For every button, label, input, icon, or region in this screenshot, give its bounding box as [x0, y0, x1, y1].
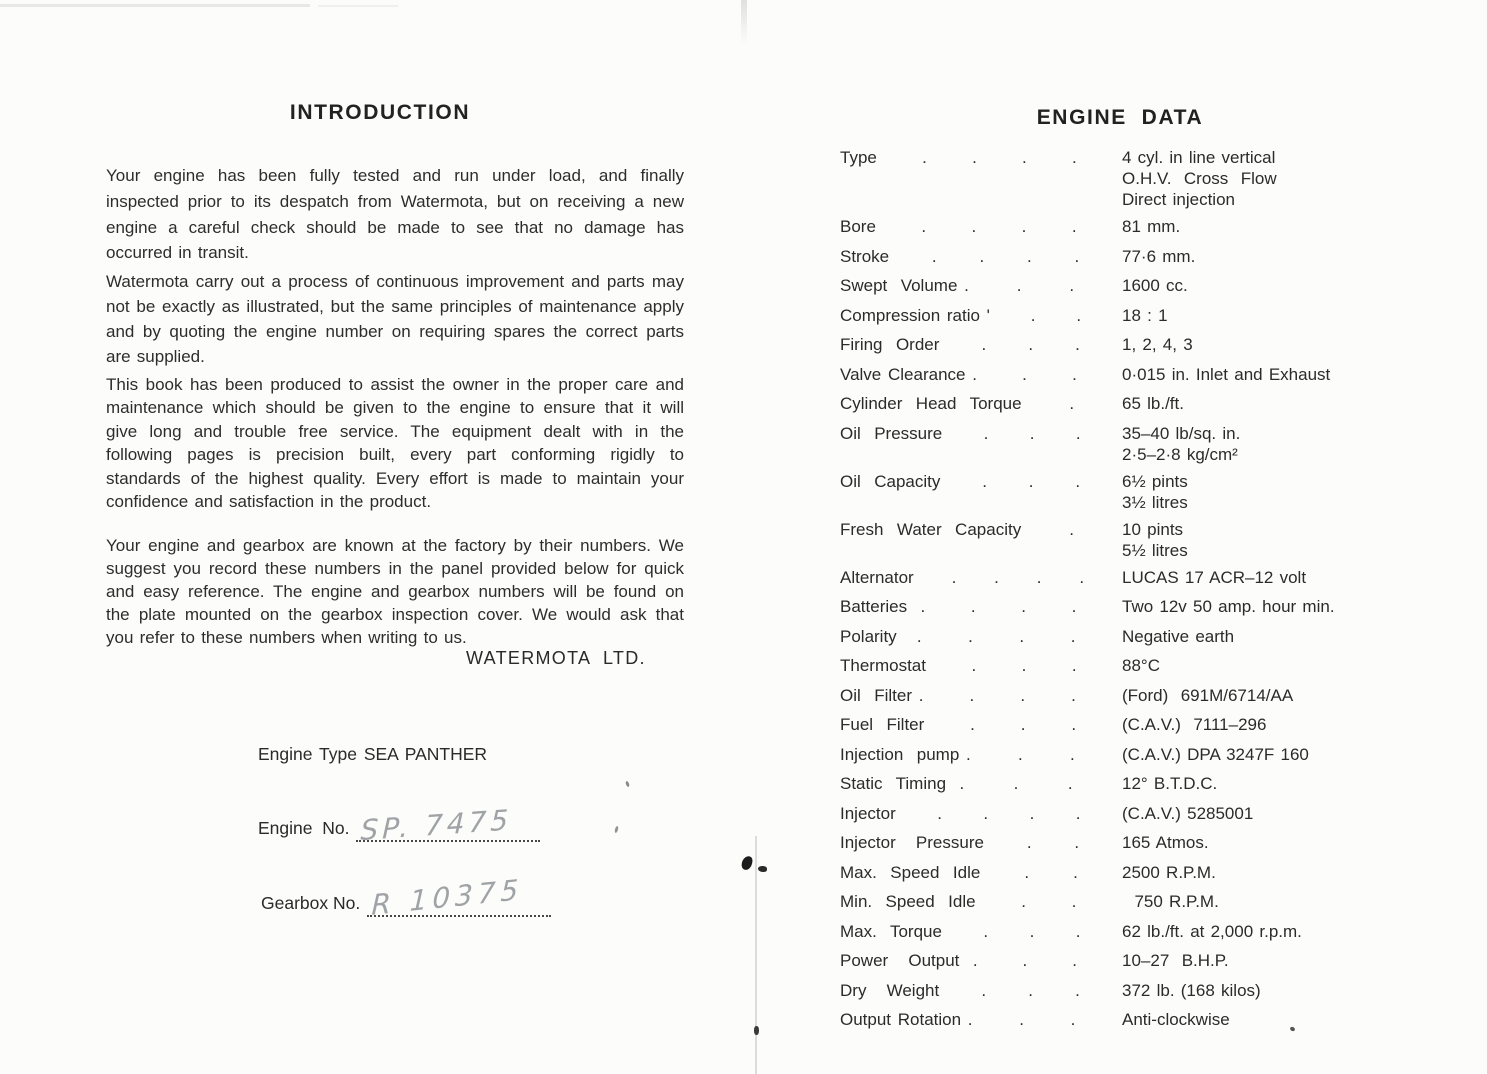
spec-row-left: [840, 519, 1122, 561]
spec-value: [1122, 950, 1432, 971]
leader-dot: .: [1018, 744, 1023, 764]
spec-label: Thermostat: [840, 656, 926, 675]
spec-label: Bore: [840, 217, 876, 236]
spec-value-line: (C.A.V.) 5285001: [1122, 803, 1254, 823]
spec-value-line: 750 R.P.M.: [1122, 892, 1219, 911]
leader-dot: .: [1029, 803, 1035, 823]
dot-leader: [889, 246, 1122, 267]
spec-label: Stroke: [840, 246, 890, 266]
leader-dot: .: [979, 246, 985, 266]
spec-row: [840, 832, 1432, 853]
spec-value-line: 18 : 1: [1122, 305, 1168, 325]
spec-value-line: 10 pints: [1122, 519, 1184, 539]
leader-dot: .: [922, 148, 927, 167]
spec-row-left: [840, 803, 1122, 824]
spec-value-line: Direct injection: [1122, 190, 1235, 209]
leader-dot: .: [1072, 951, 1077, 970]
leader-dot: .: [968, 626, 973, 646]
spec-value: [1122, 147, 1432, 210]
dot-leader: [925, 596, 1122, 617]
leader-dot: .: [981, 980, 987, 1000]
dot-leader: [940, 471, 1122, 513]
spec-value: [1122, 216, 1432, 237]
dot-leader: [977, 364, 1122, 385]
spec-row-left: [840, 862, 1122, 883]
spec-value: [1122, 334, 1432, 355]
spec-value-line: (C.A.V.) 7111–296: [1122, 715, 1267, 734]
spec-label: Oil Filter .: [840, 685, 924, 705]
spec-label: Injector: [840, 803, 896, 823]
company-signature: WATERMOTA LTD.: [466, 648, 646, 668]
leader-dot: .: [1070, 626, 1076, 646]
spec-value-line: 35–40 lb/sq. in.: [1122, 423, 1241, 443]
spec-value-line: 6½ pints: [1122, 471, 1188, 491]
leader-dot: .: [983, 803, 989, 823]
leader-dot: .: [1070, 1010, 1076, 1029]
dot-leader: [984, 832, 1122, 853]
spec-label: Power Output .: [840, 951, 978, 970]
leader-dot: .: [1019, 626, 1025, 646]
leader-dot: .: [1074, 833, 1080, 852]
spec-value-line: (C.A.V.) DPA 3247F 160: [1122, 744, 1309, 764]
dot-leader: [980, 862, 1122, 883]
spec-value: [1122, 305, 1432, 326]
leader-dot: .: [1020, 715, 1026, 734]
dot-leader: [876, 216, 1122, 237]
spec-row-left: [840, 423, 1122, 465]
spec-row-left: [840, 147, 1122, 210]
spec-value-line: 62 lb./ft. at 2,000 r.p.m.: [1122, 921, 1302, 941]
leader-dot: .: [1026, 246, 1032, 266]
leader-dot: .: [983, 921, 989, 941]
spec-value-line: 88°C: [1122, 656, 1160, 675]
engine-data-title: ENGINE DATA: [1036, 106, 1204, 129]
leader-dot: .: [1029, 921, 1035, 941]
leader-dot: .: [921, 217, 927, 236]
leader-dot: .: [982, 471, 987, 491]
spec-row: [840, 1009, 1432, 1030]
dot-leader: [942, 921, 1122, 942]
leader-dot: .: [971, 217, 977, 236]
spec-value: [1122, 471, 1432, 513]
engine-number-dotted-line: [356, 803, 540, 847]
leader-dot: .: [1071, 597, 1077, 616]
dot-leader: [1021, 519, 1122, 561]
engine-number-handwritten-value: SP. 7475: [360, 803, 514, 847]
spec-row-left: [840, 567, 1122, 588]
ink-blot: [758, 866, 767, 872]
leader-dot: .: [970, 597, 976, 616]
gearbox-number-label: Gearbox No.: [261, 893, 361, 913]
spec-row-left: [840, 832, 1122, 853]
leader-dot: .: [1071, 656, 1077, 675]
spec-value-line: 2·5–2·8 kg/cm²: [1122, 444, 1238, 464]
leader-dot: .: [1013, 774, 1019, 793]
leader-dot: .: [1028, 980, 1033, 1000]
spec-value-line: 5½ litres: [1122, 540, 1188, 560]
spec-label: Dry Weight: [840, 980, 940, 1000]
spec-row: [840, 567, 1432, 588]
spec-row-left: [840, 596, 1122, 617]
spec-label: Oil Pressure: [840, 423, 943, 443]
spec-row-left: [840, 744, 1122, 765]
leader-dot: .: [1075, 423, 1081, 443]
spec-row-left: [840, 626, 1122, 647]
spec-row: [840, 305, 1432, 326]
leader-dot: .: [1071, 217, 1077, 236]
spec-value: [1122, 626, 1432, 647]
ink-speck: [754, 1026, 759, 1035]
introduction-title: INTRODUCTION: [289, 101, 471, 124]
spec-row-left: [840, 334, 1122, 355]
leader-dot: .: [1069, 276, 1075, 295]
leader-dot: .: [1028, 471, 1034, 491]
leader-dot: .: [1028, 335, 1034, 354]
leader-dot: .: [1022, 364, 1027, 384]
spec-value: [1122, 519, 1432, 561]
leader-dot: .: [970, 715, 975, 734]
spec-value: [1122, 773, 1432, 794]
spec-row: [840, 147, 1432, 210]
spec-row-left: [840, 950, 1122, 971]
spec-label: Oil Capacity: [840, 471, 941, 491]
spec-row: [840, 596, 1432, 617]
spec-value-line: 77·6 mm.: [1122, 246, 1196, 266]
leader-dot: .: [1071, 715, 1077, 734]
spec-row-left: [840, 980, 1122, 1001]
spec-row-left: [840, 275, 1122, 296]
leader-dot: .: [1069, 744, 1075, 764]
leader-dot: .: [1075, 803, 1081, 823]
spec-label: Compression ratio ': [840, 305, 990, 325]
engine-number-row: [258, 803, 540, 847]
leader-dot: .: [1036, 567, 1042, 587]
dot-leader: [971, 744, 1122, 765]
engine-data-table: [840, 147, 1432, 1039]
leader-dot: .: [1072, 148, 1077, 167]
leader-dot: .: [1067, 774, 1073, 793]
intro-paragraph-4: Your engine and gearbox are known at the factory by their numbers. We suggest you record these numbers in the panel provided below for quick and easy reference. The engine and gearbox numbers will be found on the plate mounted on the gearbox inspection cover. We would ask that you refer to these numbers when writing to us.: [106, 536, 684, 647]
spec-value: [1122, 423, 1432, 465]
spec-label: Injection pump .: [840, 744, 971, 764]
leader-dot: .: [1016, 276, 1022, 295]
gearbox-number-handwritten-value: R 10375: [371, 872, 524, 922]
spec-row: [840, 803, 1432, 824]
spec-row: [840, 921, 1432, 942]
spec-row: [840, 714, 1432, 735]
leader-dot: .: [931, 246, 937, 266]
leader-dot: .: [1030, 305, 1036, 325]
spec-label: Max. Speed Idle: [840, 862, 981, 882]
dot-leader: [922, 626, 1122, 647]
dot-leader: [914, 567, 1122, 588]
spec-label: Batteries .: [840, 597, 926, 616]
dot-leader: [924, 714, 1122, 735]
spec-row: [840, 744, 1432, 765]
spec-row-left: [840, 305, 1122, 326]
engine-type-line: Engine Type SEA PANTHER: [258, 744, 488, 764]
spec-row-left: [840, 1009, 1122, 1030]
leader-dot: .: [1076, 305, 1082, 325]
spec-row: [840, 275, 1432, 296]
leader-dot: .: [1074, 246, 1080, 266]
scan-edge-streak: [0, 4, 310, 7]
spec-row: [840, 950, 1432, 971]
spec-row-left: [840, 471, 1122, 513]
spec-label: Min. Speed Idle: [840, 892, 976, 911]
leader-dot: .: [1075, 980, 1080, 1000]
leader-dot: .: [1021, 217, 1027, 236]
dot-leader: [990, 305, 1122, 326]
spec-row: [840, 685, 1432, 706]
dot-leader: [896, 803, 1122, 824]
spec-value-line: 10–27 B.H.P.: [1122, 951, 1229, 970]
spec-value: [1122, 1009, 1432, 1030]
spec-value-line: Negative earth: [1122, 626, 1235, 646]
spec-value-line: 12° B.T.D.C.: [1122, 774, 1218, 793]
spec-label: Type: [840, 148, 877, 167]
intro-paragraph-2: Watermota carry out a process of continuous improvement and parts may not be exactly as illustrated, but the same principles of maintenance apply and by quoting the engine number on requiring spares the correct parts are supplied.: [106, 272, 684, 366]
leader-dot: .: [1073, 862, 1078, 882]
engine-number-label: Engine No.: [258, 818, 350, 838]
spec-value: [1122, 246, 1432, 267]
leader-dot: .: [1075, 335, 1080, 354]
page-fold-line: [755, 836, 757, 1074]
dot-leader: [969, 275, 1122, 296]
leader-dot: .: [1022, 148, 1027, 167]
spec-value-line: 0·015 in. Inlet and Exhaust: [1122, 364, 1331, 384]
spec-label: Firing Order: [840, 335, 940, 354]
leader-dot: .: [1029, 423, 1035, 443]
spec-label: Alternator: [840, 567, 914, 587]
spec-value: [1122, 275, 1432, 296]
spec-value: [1122, 921, 1432, 942]
gearbox-number-row: [261, 872, 551, 922]
spec-row-left: [840, 891, 1122, 912]
leader-dot: .: [1020, 685, 1026, 705]
spec-row: [840, 471, 1432, 513]
dot-leader: [923, 685, 1122, 706]
spec-value-line: Two 12v 50 amp. hour min.: [1122, 597, 1335, 616]
spec-row: [840, 246, 1432, 267]
spec-value: [1122, 980, 1432, 1001]
spec-label: Max. Torque: [840, 921, 942, 941]
leader-dot: .: [1075, 921, 1081, 941]
spec-row-left: [840, 364, 1122, 385]
spec-row: [840, 364, 1432, 385]
spec-row-left: [840, 773, 1122, 794]
leader-dot: .: [1079, 567, 1085, 587]
spec-label: Polarity .: [840, 626, 922, 646]
spec-value: [1122, 862, 1432, 883]
leader-dot: .: [1022, 951, 1028, 970]
spec-value: [1122, 596, 1432, 617]
spec-label: Fuel Filter: [840, 715, 925, 734]
leader-dot: .: [1026, 833, 1032, 852]
spec-value-line: 1600 cc.: [1122, 276, 1188, 295]
spec-value-line: 81 mm.: [1122, 217, 1181, 236]
spec-row-left: [840, 685, 1122, 706]
dot-leader: [964, 773, 1122, 794]
spec-label: Static Timing .: [840, 774, 965, 793]
spec-value-line: 372 lb. (168 kilos): [1122, 980, 1261, 1000]
spec-value-line: 1, 2, 4, 3: [1122, 335, 1193, 354]
gearbox-number-dotted-line: [367, 872, 551, 922]
leader-dot: .: [972, 148, 977, 167]
spec-row-left: [840, 393, 1122, 414]
spec-value-line: 2500 R.P.M.: [1122, 862, 1216, 882]
leader-dot: .: [1071, 892, 1077, 911]
spec-label: Output Rotation .: [840, 1010, 973, 1029]
spec-value-line: O.H.V. Cross Flow: [1122, 169, 1277, 188]
spec-value: [1122, 891, 1432, 912]
spec-value: [1122, 803, 1432, 824]
spec-row: [840, 216, 1432, 237]
dot-leader: [939, 334, 1122, 355]
dot-leader: [877, 147, 1122, 210]
spec-row-left: [840, 655, 1122, 676]
leader-dot: .: [951, 567, 957, 587]
leader-dot: .: [1069, 519, 1074, 539]
intro-paragraph-1: Your engine has been fully tested and run under load, and finally inspected prior to its despatch from Watermota, but on receiving a new engine a careful check should be made to see that no damage has occurred in transit.: [106, 166, 684, 263]
leader-dot: .: [1024, 862, 1030, 882]
spec-value-line: LUCAS 17 ACR–12 volt: [1122, 567, 1307, 587]
spec-row: [840, 393, 1432, 414]
spec-label: Swept Volume .: [840, 276, 969, 295]
scan-edge-streak: [318, 5, 398, 7]
spec-row: [840, 334, 1432, 355]
spec-row-left: [840, 921, 1122, 942]
ink-blot: [740, 855, 753, 871]
spec-label: Fresh Water Capacity: [840, 519, 1022, 539]
dot-leader: [973, 1009, 1122, 1030]
leader-dot: .: [937, 803, 942, 823]
spec-value: [1122, 567, 1432, 588]
leader-dot: .: [1021, 892, 1026, 911]
spec-label: Valve Clearance .: [840, 364, 977, 384]
leader-dot: .: [1021, 656, 1027, 675]
spec-value: [1122, 714, 1432, 735]
leader-dot: .: [1069, 394, 1075, 413]
leader-dot: .: [1072, 364, 1077, 384]
intro-paragraph-3: This book has been produced to assist the owner in the proper care and maintenance which should be given to the engine to ensure that it will give long and trouble free service. The equipment dealt with in the following pages is precision built, every part conforming rigidly to standards of the highest quality. Every effort is made to maintain your confidence and satisfaction in the product.: [106, 375, 684, 512]
leader-dot: .: [994, 567, 999, 587]
spec-label: Cylinder Head Torque: [840, 394, 1022, 413]
spec-row: [840, 980, 1432, 1001]
page-fold-shadow-top: [741, 0, 747, 44]
spec-row-left: [840, 714, 1122, 735]
leader-dot: .: [971, 656, 977, 675]
dot-leader: [1022, 393, 1122, 414]
spec-row: [840, 891, 1432, 912]
spec-value-line: 65 lb./ft.: [1122, 394, 1184, 413]
spec-value-line: Anti-clockwise: [1122, 1010, 1230, 1029]
spec-value-line: (Ford) 691M/6714/AA: [1122, 685, 1294, 705]
dot-leader: [978, 950, 1122, 971]
spec-value: [1122, 393, 1432, 414]
spec-row-left: [840, 246, 1122, 267]
spec-row: [840, 423, 1432, 465]
spec-label: Injector Pressure: [840, 833, 984, 852]
dot-leader: [976, 891, 1122, 912]
leader-dot: .: [969, 685, 975, 705]
spec-value-line: 4 cyl. in line vertical: [1122, 148, 1276, 167]
leader-dot: .: [1019, 1010, 1024, 1029]
leader-dot: .: [1071, 685, 1076, 705]
spec-value: [1122, 832, 1432, 853]
spec-value: [1122, 364, 1432, 385]
dot-leader: [942, 423, 1122, 465]
spec-row: [840, 626, 1432, 647]
leader-dot: .: [1075, 471, 1081, 491]
spec-row: [840, 773, 1432, 794]
leader-dot: .: [1021, 597, 1026, 616]
spec-row: [840, 862, 1432, 883]
spec-row-left: [840, 216, 1122, 237]
ink-speck: [625, 781, 630, 788]
spec-row: [840, 655, 1432, 676]
spec-row: [840, 519, 1432, 561]
leader-dot: .: [981, 335, 987, 354]
spec-value-line: 3½ litres: [1122, 492, 1188, 512]
spec-value: [1122, 744, 1432, 765]
spec-value-line: 165 Atmos.: [1122, 833, 1209, 852]
ink-speck: [614, 826, 619, 834]
leader-dot: .: [983, 423, 989, 443]
dot-leader: [926, 655, 1122, 676]
dot-leader: [939, 980, 1122, 1001]
spec-value: [1122, 655, 1432, 676]
spec-value: [1122, 685, 1432, 706]
